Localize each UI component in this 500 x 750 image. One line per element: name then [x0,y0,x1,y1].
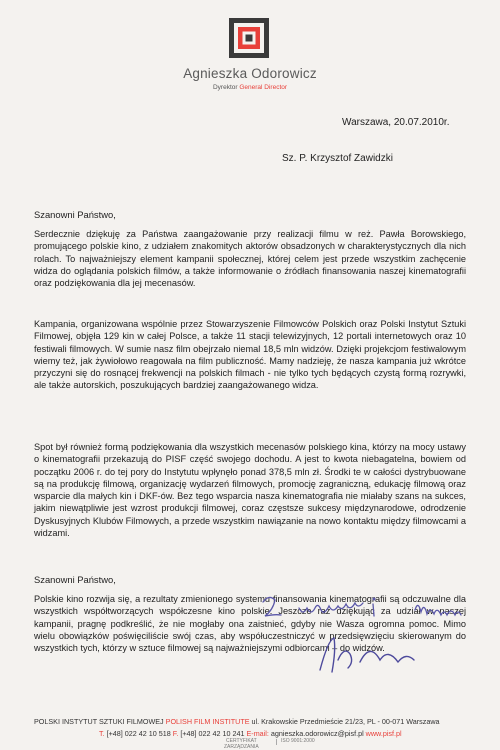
fax-number: [+48] 022 42 10 241 [180,729,244,738]
iso-number: ISO 9001:2000 [281,739,315,745]
letter-date: Warszawa, 20.07.2010r. [342,117,449,128]
addressee: Sz. P. Krzysztof Zawidzki [282,153,393,164]
certificate-label [224,739,259,750]
email-label: E-mail: [247,729,269,738]
handwritten-note [255,588,500,628]
concentric-squares-logo [229,18,269,58]
handwritten-signature [310,632,470,677]
greeting-closing: Szanowni Państwo, [34,574,116,585]
website-link[interactable]: www.pisf.pl [366,729,402,738]
author-name: Agnieszka Odorowicz [0,66,500,81]
email-link[interactable]: agnieszka.odorowicz@pisf.pl [271,729,364,738]
phone-label: T. [99,729,105,738]
cert-line-2: ZARZĄDZANIA [224,745,259,750]
author-role [0,84,500,91]
role-en: General Director [239,84,287,91]
institute-pl: POLSKI INSTYTUT SZTUKI FILMOWEJ [34,717,164,726]
certificate-numbers [276,739,315,745]
paragraph-1: Serdecznie dziękuję za Państwa zaangażowanie przy realizacji filmu w reż. Pawła Borowskiego, promującego polskie kino, z udziałem znakomitych aktorów obsadzonych w charakterystycznych dla nich rolach. To najważniejszy element kampanii społecznej, której celem jest przede wszystkim zachęcenie widza do oglądania polskich filmów, a także informowanie o źródłach finansowania naszej kinematografii oraz podziękowania dla jej mecenasów. [34,228,466,289]
paragraph-3: Spot był również formą podziękowania dla wszystkich mecenasów polskiego kina, którzy na mocy ustawy o kinematografii przekazują do PISF część swojego dochodu. A jest to kwota niebagatelna, bowiem od początku 2006 r. do tej pory do Instytutu wpłynęło ponad 378,5 mln zł. Środki te w całości dystrybuowane są na produkcję filmową, organizację wydarzeń filmowych, promocję zagraniczną, edukację filmową oraz wsparcie dla małych kin i DKF-ów. Bez tego wsparcia nasza kinematografia nie miałaby szans na sukces, jakim niewątpliwie jest wzrost produkcji filmowej, coraz częstsze sukcesy międzynarodowe, odrodzenie Dyskusyjnych Klubów Filmowych, a przede wszystkim nawiązanie na nowo kontaktu między filmowcami a widzami. [34,441,466,539]
footer-contacts [99,729,402,738]
paragraph-4: Polskie kino rozwija się, a rezultaty zmienionego systemu finansowania kinematografii są odczuwalne dla wszystkich współtworzących współczesne kino polskie. Jeszcze raz dziękując za udział w naszej kampanii, pragnę podkreślić, że nie mogłaby ona zaistnieć, gdyby nie Wasza ogromna pomoc. Mimo wielu obowiązków poświęciliście swój czas, aby współuczestniczyć w przedsięwzięciu skierowanym do wszystkich tych, którzy w sztuce filmowej są najważniejszymi odbiorcami – do widzów. [34,593,466,654]
greeting: Szanowni Państwo, [34,209,116,220]
phone-number: [+48] 022 42 10 518 [107,729,171,738]
paragraph-2: Kampania, organizowana wspólnie przez Stowarzyszenie Filmowców Polskich oraz Polski Instytut Sztuki Filmowej, objęła 129 kin w całej Polsce, a także 11 stacji telewizyjnych, 12 portali internetowych oraz 10 festiwali filmowych. W sumie nasz film obejrzało niemal 18,5 mln widzów. Dzięki projekcjom festiwalowym wiemy też, jak żywiołowo reagowała na film publiczność. Mamy nadzieję, że nasza kampania już wkrótce przyczyni się do rosnącej frekwencji na polskich filmach - nie tylko tych będących czystą formą rozrywki, ale także autorskich, poszukujących bardziej zaangażowanego widza. [34,318,466,392]
address: ul. Krakowskie Przedmieście 21/23, PL - 00-071 Warszawa [252,717,440,726]
institute-en: POLISH FILM INSTITUTE [166,717,250,726]
cert-line-1: CERTYFIKAT [224,739,259,745]
footer-address [34,717,474,726]
fax-label: F. [173,729,179,738]
role-pl: Dyrektor [213,84,238,91]
